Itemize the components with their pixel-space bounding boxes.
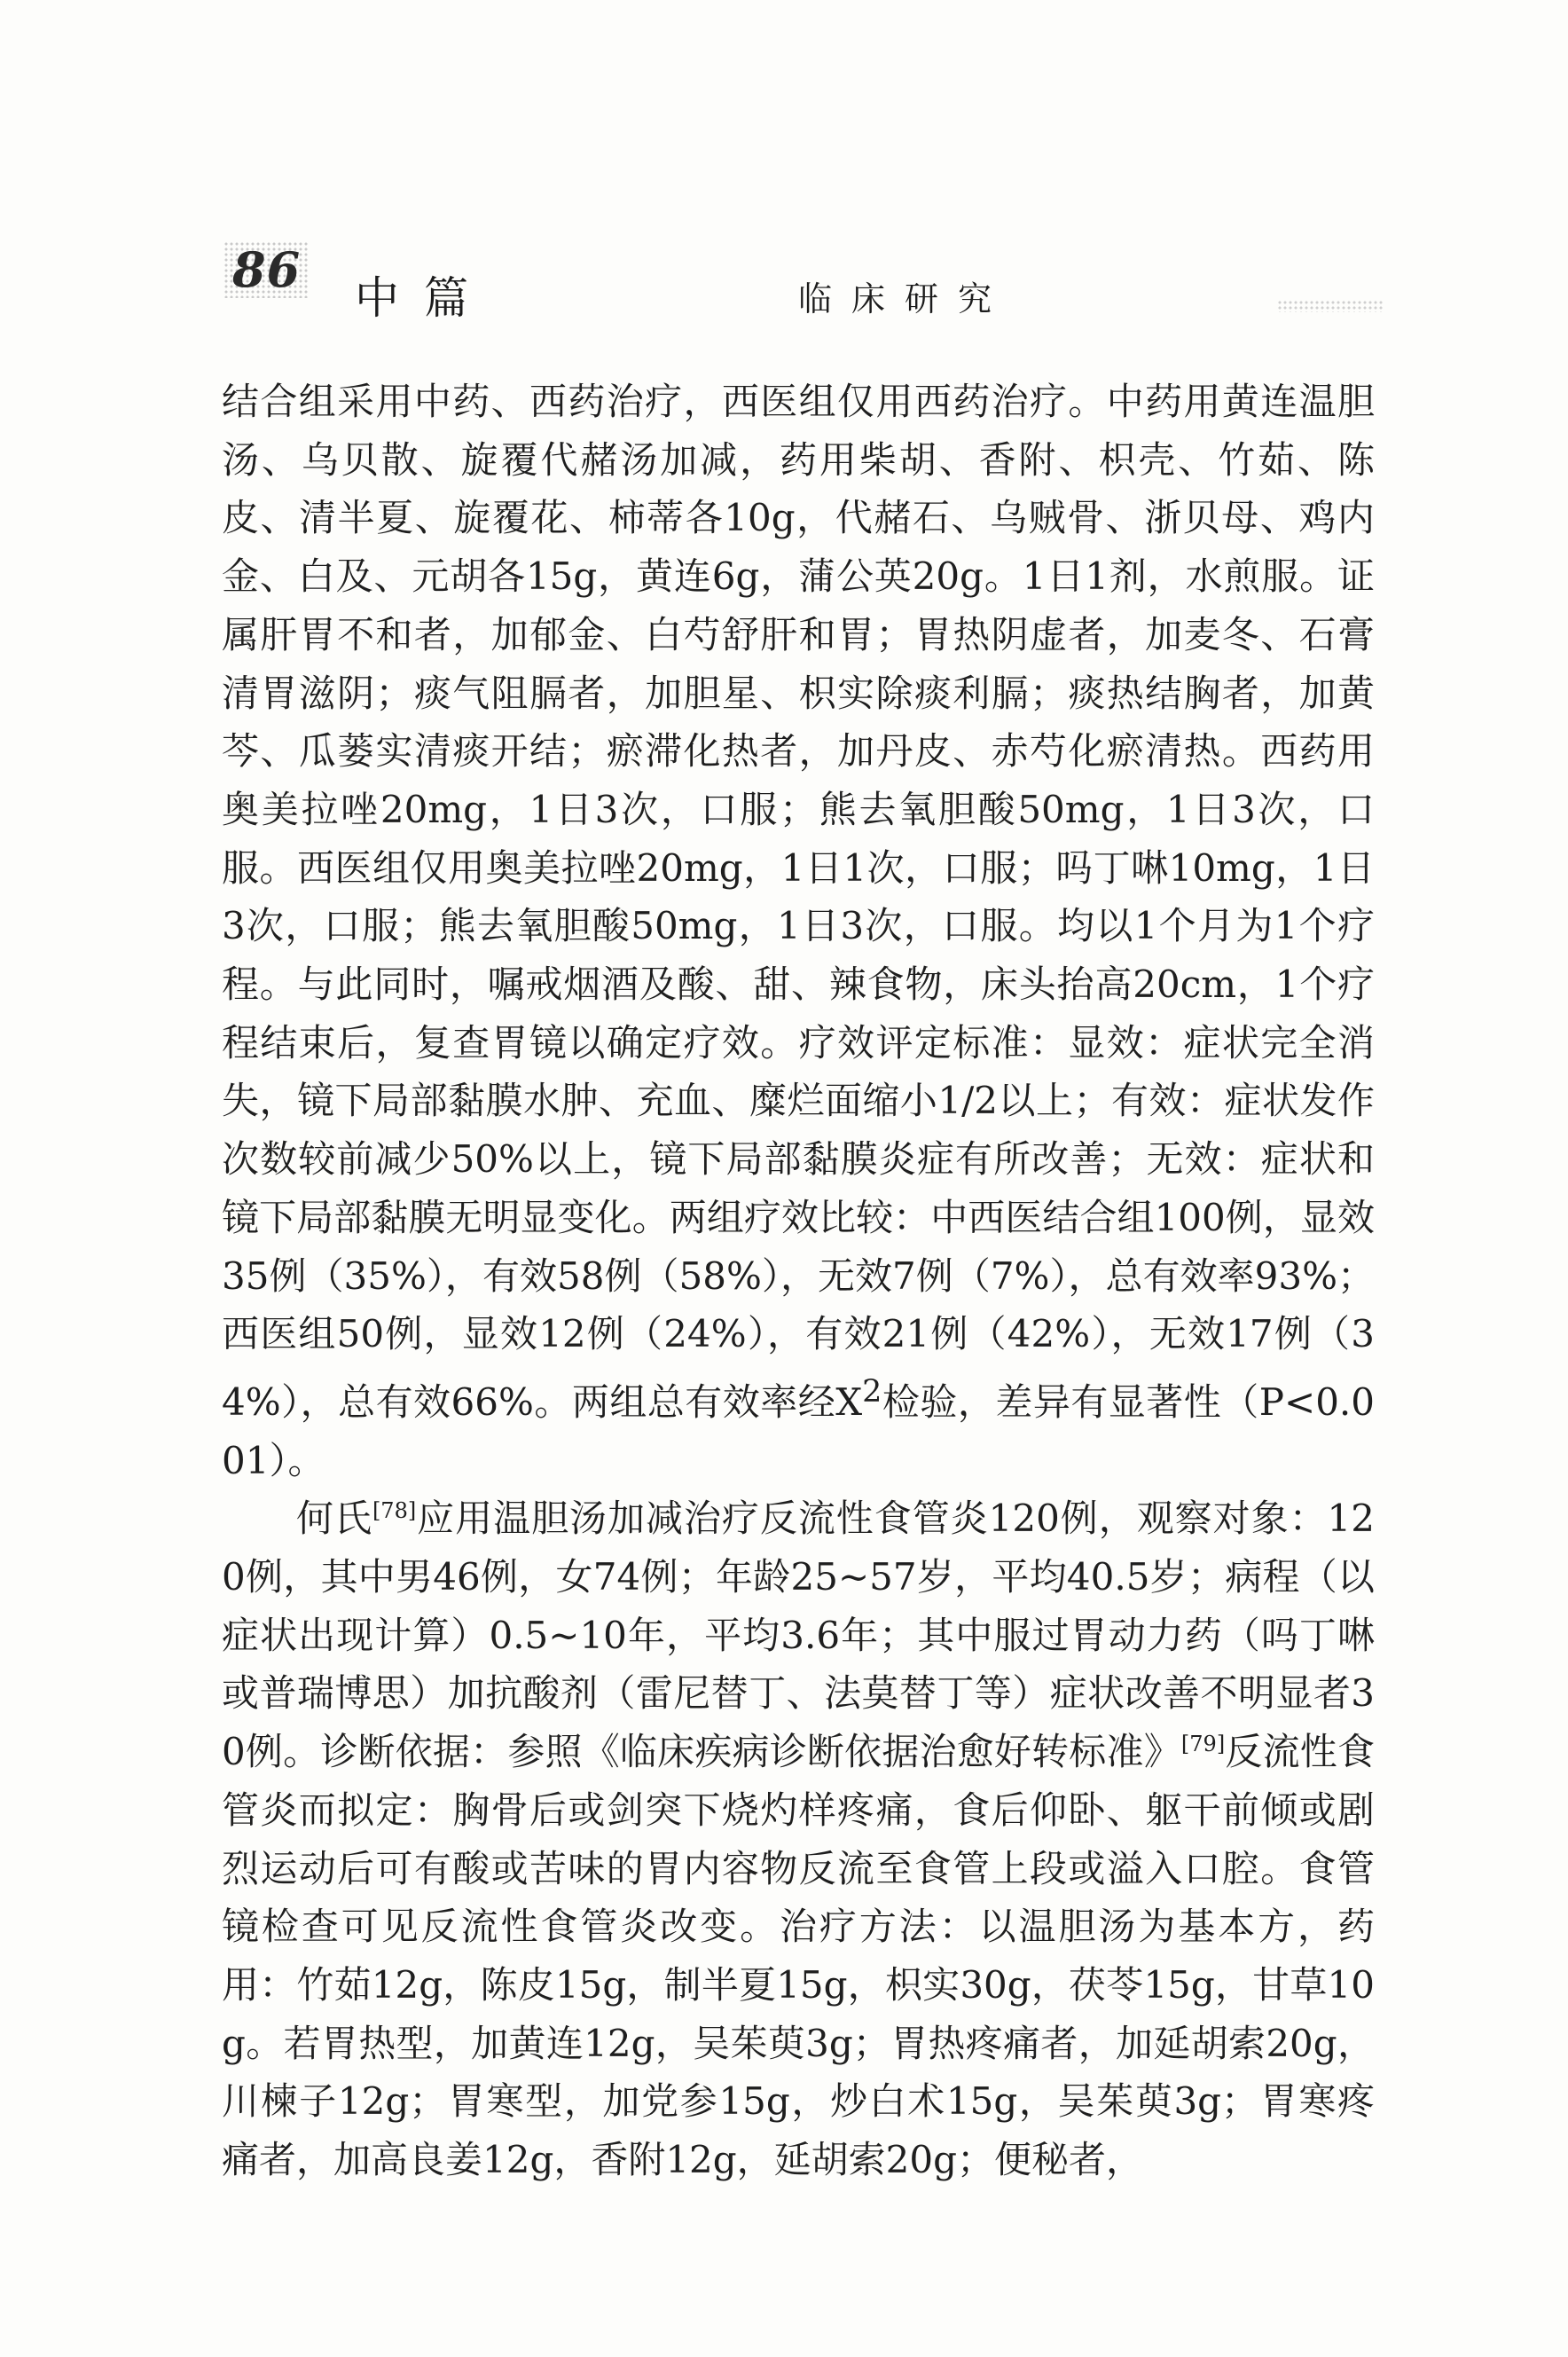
paragraph-2-text-b: 应用温胆汤加减治疗反流性食管炎120例，观察对象：120例，其中男46例，女74例；年龄25~57岁，平均40.5岁；病程（以症状出现计算）0.5~10年，平均3.6年；其中服过胃动力药（吗丁啉或普瑞博思）加抗酸剂（雷尼替丁、法莫替丁等）症状改善不明显者30例。诊断依据：参照《临床疾病诊断依据治愈好转标准》: [222, 1497, 1375, 1774]
body-text: [222, 373, 1375, 2189]
page-number: 86: [223, 241, 310, 298]
citation-79: [79]: [1180, 1732, 1226, 1757]
citation-78: [78]: [372, 1498, 417, 1524]
section-title: 中篇: [355, 272, 493, 324]
paragraph-2: [222, 1489, 1375, 2188]
page-header: [213, 238, 1384, 335]
header-decoration: [1277, 300, 1384, 312]
subsection-title: 临床研究: [798, 279, 1012, 318]
paragraph-1-text-a: 结合组采用中药、西药治疗，西医组仅用西药治疗。中药用黄连温胆汤、乌贝散、旋覆代赭汤加减，药用柴胡、香附、枳壳、竹茹、陈皮、清半夏、旋覆花、柿蒂各10g，代赭石、乌贼骨、浙贝母、鸡内金、白及、元胡各15g，黄连6g，蒲公英20g。1日1剂，水煎服。证属肝胃不和者，加郁金、白芍舒肝和胃；胃热阴虚者，加麦冬、石膏清胃滋阴；痰气阻膈者，加胆星、枳实除痰利膈；痰热结胸者，加黄芩、瓜蒌实清痰开结；瘀滞化热者，加丹皮、赤芍化瘀清热。西药用奥美拉唑20mg，1日3次，口服；熊去氧胆酸50mg，1日3次，口服。西医组仅用奥美拉唑20mg，1日1次，口服；吗丁啉10mg，1日3次，口服；熊去氧胆酸50mg，1日3次，口服。均以1个月为1个疗程。与此同时，嘱戒烟酒及酸、甜、辣食物，床头抬高20cm，1个疗程结束后，复查胃镜以确定疗效。疗效评定标准：显效：症状完全消失，镜下局部黏膜水肿、充血、糜烂面缩小1/2以上；有效：症状发作次数较前减少50%以上，镜下局部黏膜炎症有所改善；无效：症状和镜下局部黏膜无明显变化。两组疗效比较：中西医结合组100例，显效35例（35%），有效58例（58%），无效7例（7%），总有效率93%；西医组50例，显效12例（24%），有效21例（42%），无效17例（34%），总有效66%。两组总有效率经X: [222, 380, 1375, 1424]
paragraph-2-text-c: 反流性食管炎而拟定：胸骨后或剑突下烧灼样疼痛，食后仰卧、躯干前倾或剧烈运动后可有酸或苦味的胃内容物反流至食管上段或溢入口腔。食管镜检查可见反流性食管炎改变。治疗方法：以温胆汤为基本方，药用：竹茹12g，陈皮15g，制半夏15g，枳实30g，茯苓15g，甘草10g。若胃热型，加黄连12g，吴茱萸3g；胃热疼痛者，加延胡索20g，川楝子12g；胃寒型，加党参15g，炒白术15g，吴茱萸3g；胃寒疼痛者，加高良姜12g，香附12g，延胡索20g；便秘者，: [222, 1730, 1375, 2182]
paragraph-1: [222, 373, 1375, 1489]
paragraph-1-text-b: 检验，差异有显著性（P<0.001）。: [222, 1379, 1375, 1482]
paragraph-2-text-a: 何氏: [296, 1497, 372, 1541]
paragraph-1-superscript: 2: [862, 1373, 882, 1410]
